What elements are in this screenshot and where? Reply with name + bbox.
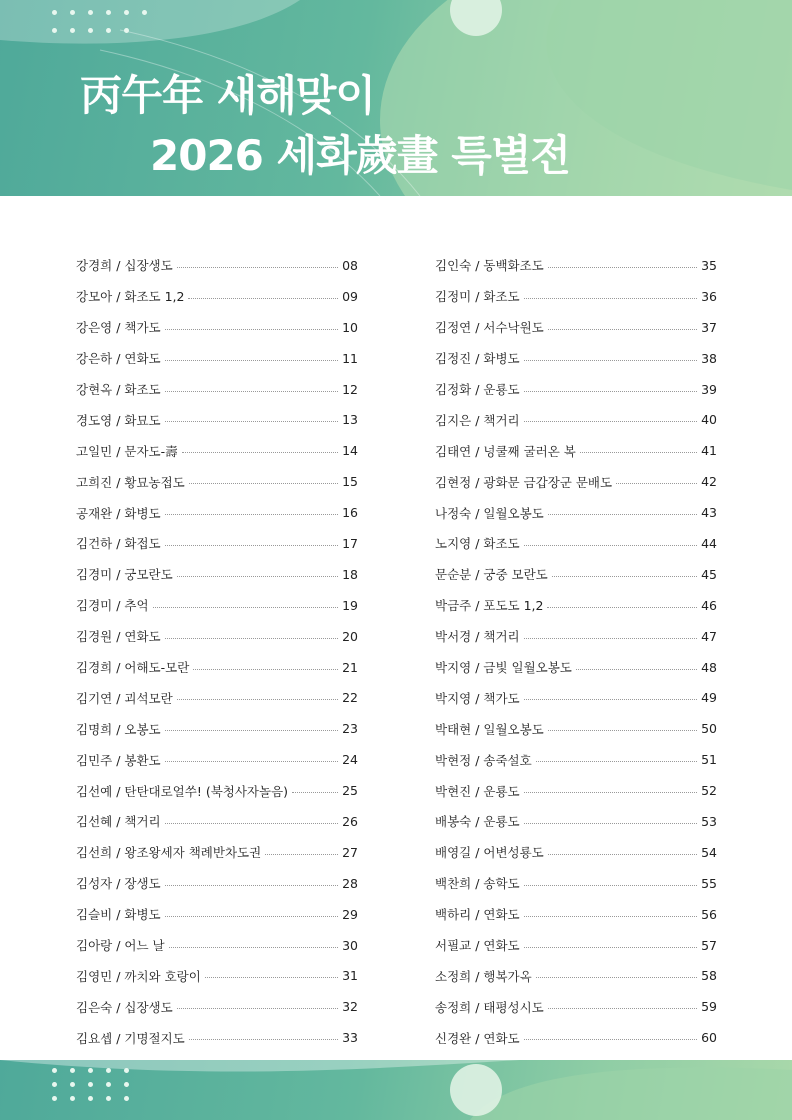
toc-entry-title: 백하리 / 연화도 xyxy=(435,907,520,923)
dotted-leader xyxy=(524,792,697,793)
toc-page-number: 10 xyxy=(342,319,358,335)
dotted-leader xyxy=(177,1008,338,1009)
toc-page-number: 29 xyxy=(342,906,358,922)
toc-page-number: 58 xyxy=(701,968,717,984)
dotted-leader xyxy=(524,421,697,422)
dotted-leader xyxy=(524,360,697,361)
dotted-leader xyxy=(165,360,338,361)
dotted-leader xyxy=(189,483,338,484)
toc-page-number: 45 xyxy=(701,566,717,582)
toc-right-column xyxy=(435,250,717,1084)
toc-entry xyxy=(435,435,717,466)
toc-entry xyxy=(76,713,358,744)
toc-page-number: 43 xyxy=(701,505,717,521)
toc-entry xyxy=(435,528,717,559)
toc-entry xyxy=(435,930,717,961)
toc-entry xyxy=(435,343,717,374)
toc-page-number: 13 xyxy=(342,412,358,428)
dotted-leader xyxy=(547,607,697,608)
dotted-leader xyxy=(536,977,697,978)
toc-page-number: 33 xyxy=(342,1030,358,1046)
dotted-leader xyxy=(189,1039,338,1040)
dotted-leader xyxy=(524,916,697,917)
toc-page-number: 37 xyxy=(701,319,717,335)
toc-page-number: 40 xyxy=(701,412,717,428)
toc-page-number: 21 xyxy=(342,659,358,675)
toc-entry xyxy=(435,837,717,868)
toc-page-number: 22 xyxy=(342,690,358,706)
toc-entry xyxy=(76,404,358,435)
dotted-leader xyxy=(165,391,338,392)
toc-entry xyxy=(435,404,717,435)
toc-entry xyxy=(76,991,358,1022)
toc-entry-title: 노지영 / 화조도 xyxy=(435,536,520,552)
toc-entry-title: 박현진 / 운룡도 xyxy=(435,783,520,799)
toc-entry xyxy=(76,312,358,343)
toc-entry-title: 김은숙 / 십장생도 xyxy=(76,999,173,1015)
toc-entry xyxy=(435,775,717,806)
toc-entry xyxy=(435,960,717,991)
dotted-leader xyxy=(552,576,697,577)
toc-entry xyxy=(435,590,717,621)
toc-entry-title: 송정희 / 태평성시도 xyxy=(435,999,544,1015)
toc-entry-title: 백찬희 / 송학도 xyxy=(435,876,520,892)
dotted-leader xyxy=(165,329,338,330)
toc-entry xyxy=(435,899,717,930)
toc-entry xyxy=(76,652,358,683)
toc-page-number: 39 xyxy=(701,381,717,397)
toc-page-number: 12 xyxy=(342,381,358,397)
toc-page-number: 35 xyxy=(701,257,717,273)
toc-entry-title: 김정연 / 서수낙원도 xyxy=(435,320,544,336)
toc-entry-title: 김경미 / 궁모란도 xyxy=(76,567,173,583)
toc-entry xyxy=(435,281,717,312)
toc-entry xyxy=(76,559,358,590)
toc-entry-title: 김지은 / 책거리 xyxy=(435,412,520,428)
toc-entry-title: 공재완 / 화병도 xyxy=(76,505,161,521)
dotted-leader xyxy=(169,947,339,948)
dotted-leader xyxy=(548,514,697,515)
dotted-leader xyxy=(576,669,697,670)
toc-entry xyxy=(76,374,358,405)
toc-entry xyxy=(435,559,717,590)
dotted-leader xyxy=(524,699,697,700)
dotted-leader xyxy=(580,452,697,453)
dotted-leader xyxy=(165,545,338,546)
toc-entry xyxy=(435,652,717,683)
toc-entry-title: 고일민 / 문자도-壽 xyxy=(76,443,178,459)
toc-page-number: 49 xyxy=(701,690,717,706)
toc-entry-title: 박지영 / 책가도 xyxy=(435,690,520,706)
toc-page-number: 54 xyxy=(701,844,717,860)
toc-entry-title: 김정화 / 운룡도 xyxy=(435,382,520,397)
toc-left-column xyxy=(76,250,358,1084)
dotted-leader xyxy=(165,885,338,886)
toc-page-number: 16 xyxy=(342,505,358,521)
dotted-leader xyxy=(548,1008,697,1009)
dotted-leader xyxy=(265,854,338,855)
dotted-leader xyxy=(165,638,338,639)
toc-entry-title: 김정미 / 화조도 xyxy=(435,289,520,305)
dotted-leader xyxy=(165,730,338,731)
toc-entry xyxy=(435,991,717,1022)
toc-page-number: 32 xyxy=(342,999,358,1015)
toc-page-number: 19 xyxy=(342,597,358,613)
dotted-leader xyxy=(165,421,338,422)
toc-entry-title: 김선희 / 왕조왕세자 책례반차도권 xyxy=(76,845,262,861)
toc-entry xyxy=(435,374,717,405)
toc-entry xyxy=(76,1022,358,1053)
title-line-1: 丙午年 새해맞이 xyxy=(80,71,375,120)
toc-entry xyxy=(435,621,717,652)
toc-entry xyxy=(435,806,717,837)
toc-entry xyxy=(76,621,358,652)
toc-entry xyxy=(435,868,717,899)
toc-entry-title: 김성자 / 장생도 xyxy=(76,876,161,892)
toc-page-number: 08 xyxy=(342,257,358,273)
toc-entry xyxy=(76,528,358,559)
toc-entry xyxy=(76,806,358,837)
toc-entry-title: 강경희 / 십장생도 xyxy=(76,258,173,274)
toc-entry-title: 문순분 / 궁중 모란도 xyxy=(435,567,548,583)
footer-banner xyxy=(0,1060,792,1120)
dotted-leader xyxy=(548,267,697,268)
dotted-leader xyxy=(292,792,338,793)
toc-entry-title: 신경완 / 연화도 xyxy=(435,1030,520,1046)
dotted-leader xyxy=(182,452,338,453)
toc-entry xyxy=(76,930,358,961)
toc-entry-title: 김아랑 / 어느 날 xyxy=(76,938,165,954)
toc-page-number: 44 xyxy=(701,535,717,551)
toc-entry-title: 김경희 / 어해도-모란 xyxy=(76,660,190,676)
dotted-leader xyxy=(177,699,338,700)
toc-entry-title: 경도영 / 화묘도 xyxy=(76,412,161,428)
toc-entry-title: 김영민 / 까치와 호랑이 xyxy=(76,968,201,984)
toc-entry xyxy=(76,250,358,281)
toc-entry-title: 서필교 / 연화도 xyxy=(435,938,520,954)
toc-entry-title: 김현정 / 광화문 금갑장군 문배도 xyxy=(435,474,613,490)
toc-entry-title: 김정진 / 화병도 xyxy=(435,351,520,367)
toc-entry xyxy=(76,744,358,775)
toc-page-number: 15 xyxy=(342,474,358,490)
toc-entry-title: 소정희 / 행복가옥 xyxy=(435,968,532,984)
toc-entry xyxy=(76,837,358,868)
toc-page-number: 18 xyxy=(342,566,358,582)
toc-page-number: 60 xyxy=(701,1030,717,1046)
toc-entry-title: 김인숙 / 동백화조도 xyxy=(435,258,544,274)
toc-page-number: 59 xyxy=(701,999,717,1015)
toc-entry-title: 고희진 / 황묘농접도 xyxy=(76,474,185,490)
toc-page-number: 26 xyxy=(342,813,358,829)
title-line-2: 2026 세화歲畫 특별전 xyxy=(150,131,570,180)
toc-entry xyxy=(435,250,717,281)
toc-entry xyxy=(76,281,358,312)
toc-page-number: 50 xyxy=(701,721,717,737)
toc-page-number: 24 xyxy=(342,752,358,768)
toc-entry-title: 박태현 / 일월오봉도 xyxy=(435,721,544,737)
toc-entry-title: 김민주 / 봉환도 xyxy=(76,752,161,768)
toc-entry-title: 배봉숙 / 운룡도 xyxy=(435,814,520,830)
toc-page-number: 31 xyxy=(342,968,358,984)
dotted-leader xyxy=(548,854,697,855)
toc-page-number: 46 xyxy=(701,597,717,613)
toc-page-number: 27 xyxy=(342,844,358,860)
dotted-leader xyxy=(524,638,697,639)
toc-page-number: 30 xyxy=(342,937,358,953)
dotted-leader xyxy=(165,761,338,762)
toc-page-number: 38 xyxy=(701,350,717,366)
toc-page-number: 56 xyxy=(701,906,717,922)
toc-entry-title: 박서경 / 책거리 xyxy=(435,629,520,645)
dotted-leader xyxy=(193,669,338,670)
dotted-leader xyxy=(165,514,338,515)
toc-entry-title: 강은하 / 연화도 xyxy=(76,351,161,367)
dotted-leader xyxy=(524,545,697,546)
toc-entry xyxy=(76,899,358,930)
toc-entry-title: 박금주 / 포도도 1,2 xyxy=(435,598,544,614)
toc-page-number: 47 xyxy=(701,628,717,644)
dotted-leader xyxy=(205,977,338,978)
toc-entry xyxy=(435,497,717,528)
toc-page-number: 11 xyxy=(342,350,358,366)
dotted-leader xyxy=(188,298,338,299)
toc-entry-title: 김요셉 / 기명절지도 xyxy=(76,1030,185,1046)
toc-entry xyxy=(435,466,717,497)
dotted-leader xyxy=(165,916,338,917)
toc-entry xyxy=(435,1022,717,1053)
toc-page-number: 25 xyxy=(342,783,358,799)
toc-page-number: 55 xyxy=(701,875,717,891)
dotted-leader xyxy=(524,1039,697,1040)
dotted-leader xyxy=(177,576,338,577)
toc-entry xyxy=(76,868,358,899)
toc-page-number: 20 xyxy=(342,628,358,644)
toc-entry-title: 박현정 / 송죽설호 xyxy=(435,752,532,768)
dotted-leader xyxy=(153,607,339,608)
toc-page-number: 17 xyxy=(342,535,358,551)
toc-entry xyxy=(76,775,358,806)
footer-decoration xyxy=(0,1060,792,1120)
toc-entry-title: 김선혜 / 책거리 xyxy=(76,814,161,830)
toc-page-number: 52 xyxy=(701,783,717,799)
toc-entry-title: 강은영 / 책가도 xyxy=(76,320,161,336)
dotted-leader xyxy=(165,823,338,824)
header-banner xyxy=(0,0,792,196)
toc-entry-title: 배영길 / 어변성룡도 xyxy=(435,845,544,861)
toc-entry xyxy=(76,466,358,497)
toc-page-number: 09 xyxy=(342,288,358,304)
dotted-leader xyxy=(524,298,697,299)
toc-page-number: 23 xyxy=(342,721,358,737)
toc-entry xyxy=(435,682,717,713)
toc-entry-title: 김경원 / 연화도 xyxy=(76,629,161,645)
toc-page-number: 42 xyxy=(701,474,717,490)
toc-page-number: 48 xyxy=(701,659,717,675)
toc-entry xyxy=(76,590,358,621)
dotted-leader xyxy=(177,267,338,268)
toc-page-number: 36 xyxy=(701,288,717,304)
toc-page-number: 41 xyxy=(701,443,717,459)
dotted-leader xyxy=(616,483,697,484)
toc-entry-title: 김태연 / 넝쿨째 굴러온 복 xyxy=(435,443,576,459)
toc-entry xyxy=(76,497,358,528)
toc-entry xyxy=(76,435,358,466)
toc-entry-title: 김기연 / 괴석모란 xyxy=(76,690,173,706)
toc-page-number: 51 xyxy=(701,752,717,768)
toc-entry-title: 김선예 / 탄탄대로얼쑤! (북청사자놀음) xyxy=(76,783,289,799)
toc-entry xyxy=(76,343,358,374)
dotted-leader xyxy=(536,761,697,762)
dotted-leader xyxy=(548,730,697,731)
dotted-leader xyxy=(524,885,697,886)
toc-entry-title: 강현옥 / 화조도 xyxy=(76,382,161,397)
toc-entry-title: 김명희 / 오봉도 xyxy=(76,721,161,737)
toc-entry xyxy=(76,682,358,713)
toc-entry-title: 김슬비 / 화병도 xyxy=(76,907,161,923)
toc-entry-title: 김건하 / 화접도 xyxy=(76,536,161,552)
toc-entry-title: 강모아 / 화조도 1,2 xyxy=(76,289,185,305)
toc-page-number: 28 xyxy=(342,875,358,891)
toc-page-number: 53 xyxy=(701,813,717,829)
toc-entry xyxy=(435,713,717,744)
toc-entry-title: 박지영 / 금빛 일월오봉도 xyxy=(435,660,572,676)
dotted-leader xyxy=(524,823,697,824)
dotted-leader xyxy=(548,329,697,330)
toc-page-number: 57 xyxy=(701,937,717,953)
toc-entry xyxy=(76,960,358,991)
toc-entry-title: 김경미 / 추억 xyxy=(76,598,149,614)
toc-entry xyxy=(435,312,717,343)
dotted-leader xyxy=(524,947,697,948)
toc-page-number: 14 xyxy=(342,443,358,459)
toc-entry-title: 나정숙 / 일월오봉도 xyxy=(435,505,544,521)
toc-entry xyxy=(435,744,717,775)
dotted-leader xyxy=(524,391,697,392)
